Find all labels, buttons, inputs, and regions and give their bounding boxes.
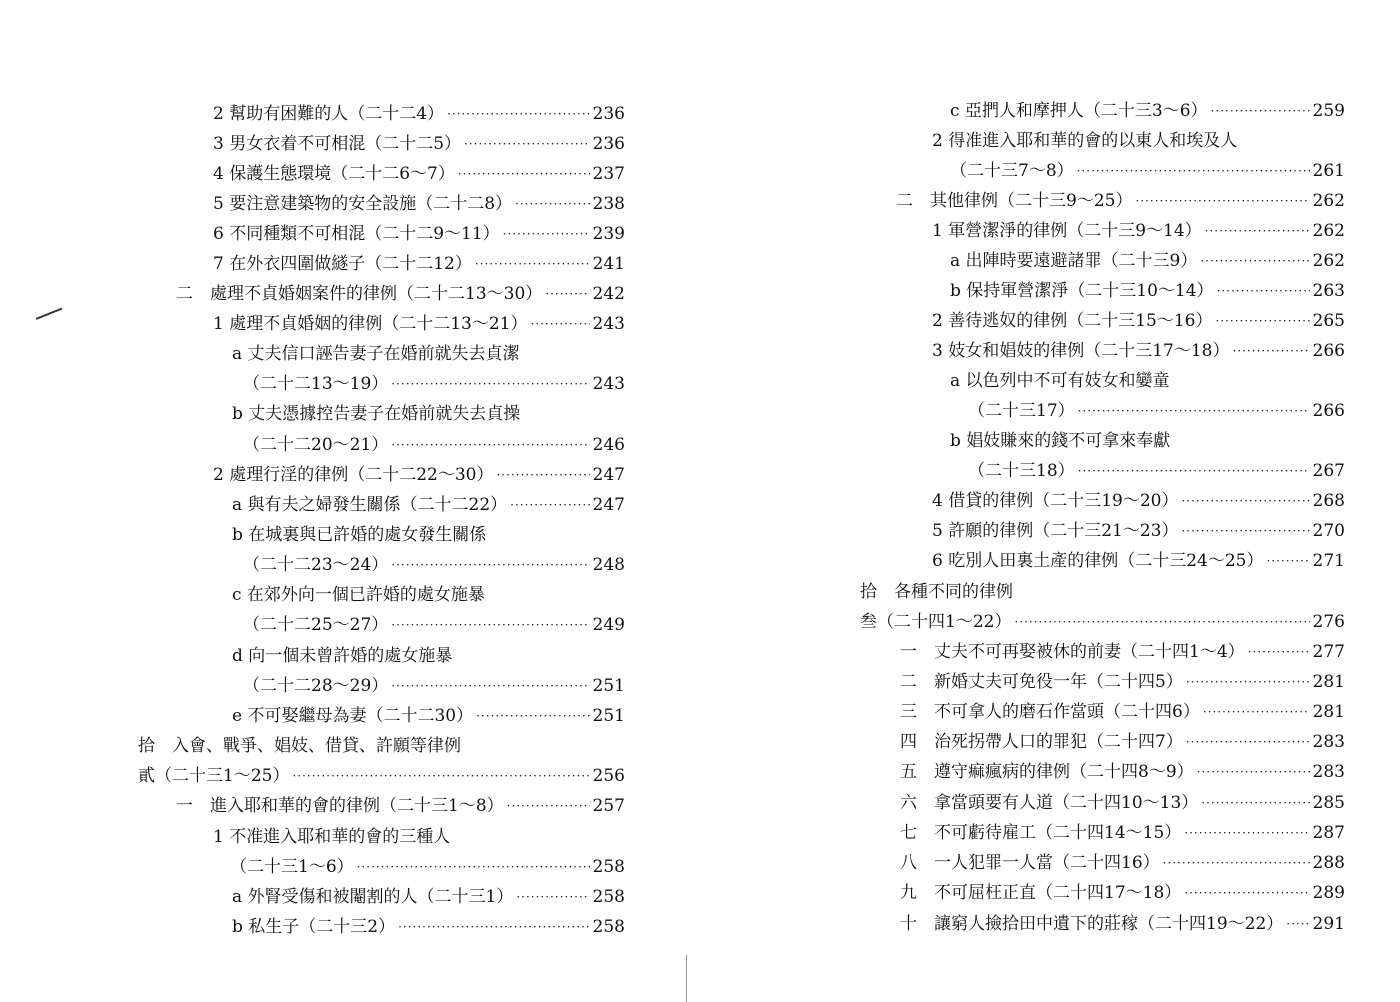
toc-entry-title: 十 讓窮人撿拾田中遺下的莊稼（二十四19～22） [900, 914, 1284, 934]
toc-entry-page-number: 281 [1312, 702, 1345, 722]
toc-entry [213, 220, 625, 248]
toc-entry-page-number: 283 [1312, 762, 1345, 782]
toc-entry-title: 5 要注意建築物的安全設施（二十二8） [213, 194, 513, 214]
toc-entry [138, 732, 461, 760]
toc-entry-title: b 娼妓賺來的錢不可拿來奉獻 [950, 431, 1171, 451]
dot-leader [1186, 728, 1310, 756]
toc-entry-title: （二十三17） [968, 401, 1075, 421]
toc-entry [932, 517, 1345, 545]
toc-entry-title: 三 不可拿人的磨石作當頭（二十四6） [900, 702, 1200, 722]
toc-entry [900, 879, 1345, 907]
toc-entry [900, 728, 1345, 756]
toc-entry-page-number: 241 [592, 254, 625, 274]
dot-leader [398, 913, 589, 941]
toc-entry [932, 337, 1345, 365]
toc-entry-page-number: 236 [592, 134, 625, 154]
toc-entry [213, 130, 625, 158]
dot-leader [1211, 97, 1310, 125]
toc-entry-title: b 私生子（二十三2） [232, 917, 396, 937]
dot-leader [1181, 487, 1309, 515]
toc-entry [950, 277, 1345, 305]
toc-entry [900, 638, 1345, 666]
toc-entry-page-number: 247 [592, 495, 625, 515]
toc-entry-title: 2 處理行淫的律例（二十二22～30） [213, 465, 494, 485]
toc-entry [932, 487, 1345, 515]
dot-leader [515, 190, 590, 218]
dot-leader [357, 853, 590, 881]
toc-entry-title: 叁（二十四1～22） [860, 612, 1012, 632]
toc-entry-page-number: 238 [592, 194, 625, 214]
toc-entry [932, 127, 1237, 155]
toc-entry-page-number: 236 [592, 104, 625, 124]
toc-entry [232, 340, 520, 368]
toc-entry-page-number: 288 [1312, 853, 1345, 873]
toc-entry-page-number: 251 [592, 676, 625, 696]
toc-entry-title: d 向一個未曾許婚的處女施暴 [232, 646, 453, 666]
dot-leader [1163, 849, 1310, 877]
toc-entry [232, 491, 625, 519]
toc-entry [900, 758, 1345, 786]
toc-entry-page-number: 263 [1312, 281, 1345, 301]
dot-leader [1186, 668, 1310, 696]
toc-entry-page-number: 281 [1312, 672, 1345, 692]
dot-leader [1184, 819, 1309, 847]
toc-entry-title: （二十二20～21） [243, 435, 389, 455]
toc-entry-title: （二十二28～29） [243, 676, 389, 696]
toc-entry-title: 五 遵守痲瘋病的律例（二十四8～9） [900, 762, 1194, 782]
toc-entry [950, 427, 1170, 455]
toc-entry-page-number: 258 [592, 887, 625, 907]
dot-leader [1205, 217, 1310, 245]
dot-leader [503, 220, 590, 248]
toc-entry-title: b 在城裏與已許婚的處女發生關係 [232, 525, 487, 545]
toc-entry [230, 853, 625, 881]
toc-entry-title: 拾 各種不同的律例 [860, 582, 1013, 602]
toc-entry [900, 789, 1345, 817]
toc-entry [176, 792, 625, 820]
dot-leader [1135, 187, 1309, 215]
toc-entry-title: 3 妓女和娼妓的律例（二十三17～18） [932, 341, 1230, 361]
toc-entry-page-number: 243 [592, 374, 625, 394]
toc-entry [213, 190, 625, 218]
dot-leader [1201, 789, 1309, 817]
toc-entry [213, 823, 450, 851]
toc-entry [213, 100, 625, 128]
toc-entry [900, 698, 1345, 726]
dot-leader [507, 792, 590, 820]
toc-entry [968, 457, 1345, 485]
toc-left-page [0, 0, 690, 1002]
dot-leader [530, 310, 589, 338]
toc-entry-title: 6 不同種類不可相混（二十二9～11） [213, 224, 500, 244]
dot-leader [391, 431, 589, 459]
toc-entry [860, 578, 1013, 606]
dot-leader [476, 702, 589, 730]
toc-entry-title: 1 處理不貞婚姻的律例（二十二13～21） [213, 314, 528, 334]
toc-entry-page-number: 237 [592, 164, 625, 184]
dot-leader [1286, 910, 1309, 938]
toc-entry-title: 5 許願的律例（二十三21～23） [932, 521, 1179, 541]
dot-leader [1184, 879, 1309, 907]
toc-entry [213, 160, 625, 188]
toc-entry-title: （二十二23～24） [243, 555, 389, 575]
toc-entry-title: c 在郊外向一個已許婚的處女施暴 [232, 585, 485, 605]
toc-entry-title: 四 治死拐帶人口的罪犯（二十四7） [900, 732, 1183, 752]
toc-entry-page-number: 246 [592, 435, 625, 455]
dot-leader [1232, 337, 1309, 365]
toc-entry [243, 431, 625, 459]
dot-leader [292, 762, 589, 790]
toc-entry [232, 521, 486, 549]
toc-entry [900, 668, 1345, 696]
toc-entry-title: 7 在外衣四圍做繸子（二十二12） [213, 254, 472, 274]
toc-entry-title: 6 吃別人田裏土產的律例（二十三24～25） [932, 551, 1264, 571]
toc-entry [176, 280, 625, 308]
toc-entry-title: （二十二13～19） [243, 374, 389, 394]
toc-entry-title: a 出陣時要遠避諸罪（二十三9） [950, 251, 1198, 271]
toc-entry-title: 七 不可虧待雇工（二十四14～15） [900, 823, 1182, 843]
toc-entry-title: 貳（二十三1～25） [138, 766, 290, 786]
toc-entry-page-number: 243 [592, 314, 625, 334]
toc-entry-page-number: 242 [592, 284, 625, 304]
toc-entry-title: （二十三1～6） [230, 857, 354, 877]
toc-entry [860, 608, 1345, 636]
toc-entry [232, 642, 452, 670]
toc-entry-title: 一 進入耶和華的會的律例（二十三1～8） [176, 796, 504, 816]
toc-entry [968, 397, 1345, 425]
dot-leader [1078, 397, 1310, 425]
dot-leader [447, 100, 590, 128]
toc-entry [932, 307, 1345, 335]
toc-entry-page-number: 287 [1312, 823, 1345, 843]
toc-entry-title: b 保持軍營潔淨（二十三10～14） [950, 281, 1214, 301]
toc-entry-title: 拾 入會、戰爭、娼妓、借貸、許願等律例 [138, 736, 461, 756]
toc-entry-title: （二十三7～8） [950, 161, 1074, 181]
toc-entry-title: 九 不可屈枉正直（二十四17～18） [900, 883, 1182, 903]
toc-entry [232, 913, 625, 941]
dot-leader [516, 883, 589, 911]
toc-entry-title: （二十二25～27） [243, 615, 389, 635]
toc-entry-title: 二 其他律例（二十三9～25） [896, 191, 1133, 211]
dot-leader [1217, 277, 1310, 305]
dot-leader [464, 130, 590, 158]
dot-leader [1078, 457, 1310, 485]
toc-entry-page-number: 249 [592, 615, 625, 635]
toc-entry-page-number: 266 [1312, 341, 1345, 361]
toc-entry-title: 一 丈夫不可再娶被休的前妻（二十四1～4） [900, 642, 1245, 662]
toc-entry-page-number: 247 [592, 465, 625, 485]
toc-entry-title: 3 男女衣着不可相混（二十二5） [213, 134, 462, 154]
toc-entry-page-number: 271 [1312, 551, 1345, 571]
toc-entry-page-number: 262 [1312, 191, 1345, 211]
toc-entry [138, 762, 625, 790]
toc-entry [232, 883, 625, 911]
toc-entry-title: 2 得准進入耶和華的會的以東人和埃及人 [932, 131, 1238, 151]
dot-leader [1077, 157, 1310, 185]
toc-entry-page-number: 258 [592, 857, 625, 877]
toc-entry-title: e 不可娶繼母為妻（二十二30） [232, 706, 474, 726]
toc-entry-page-number: 285 [1312, 793, 1345, 813]
dot-leader [1266, 547, 1309, 575]
dot-leader [1197, 758, 1310, 786]
dot-leader [510, 491, 589, 519]
toc-entry [213, 461, 625, 489]
toc-entry [950, 157, 1345, 185]
dot-leader [475, 250, 590, 278]
toc-entry-page-number: 289 [1312, 883, 1345, 903]
toc-entry [950, 247, 1345, 275]
toc-entry-page-number: 248 [592, 555, 625, 575]
toc-entry-title: 1 軍營潔淨的律例（二十三9～14） [932, 221, 1202, 241]
toc-entry-title: 2 善待逃奴的律例（二十三15～16） [932, 311, 1213, 331]
dot-leader [1215, 307, 1309, 335]
toc-entry-title: 二 新婚丈夫可免役一年（二十四5） [900, 672, 1183, 692]
toc-entry-page-number: 262 [1312, 251, 1345, 271]
toc-entry-page-number: 262 [1312, 221, 1345, 241]
dot-leader [1200, 247, 1309, 275]
toc-entry-title: a 外腎受傷和被閹割的人（二十三1） [232, 887, 514, 907]
toc-entry-title: a 與有夫之婦發生關係（二十二22） [232, 495, 508, 515]
toc-entry [932, 547, 1345, 575]
toc-entry-title: c 亞捫人和摩押人（二十三3～6） [950, 101, 1208, 121]
toc-entry-page-number: 267 [1312, 461, 1345, 481]
toc-entry-title: 二 處理不貞婚姻案件的律例（二十二13～30） [176, 284, 543, 304]
toc-entry [243, 370, 625, 398]
toc-entry-page-number: 239 [592, 224, 625, 244]
book-gutter [686, 955, 687, 1002]
toc-entry-page-number: 276 [1312, 612, 1345, 632]
toc-entry-page-number: 283 [1312, 732, 1345, 752]
dot-leader [391, 370, 589, 398]
toc-entry-page-number: 261 [1312, 161, 1345, 181]
dot-leader [391, 551, 589, 579]
toc-entry [243, 672, 625, 700]
toc-entry-page-number: 258 [592, 917, 625, 937]
toc-entry-title: 4 借貸的律例（二十三19～20） [932, 491, 1179, 511]
toc-entry-title: b 丈夫憑據控告妻子在婚前就失去貞操 [232, 404, 521, 424]
toc-entry-page-number: 266 [1312, 401, 1345, 421]
toc-entry-title: a 丈夫信口誣告妻子在婚前就失去貞潔 [232, 344, 520, 364]
toc-entry [213, 310, 625, 338]
toc-entry-page-number: 251 [592, 706, 625, 726]
dot-leader [1248, 638, 1310, 666]
toc-entry-page-number: 270 [1312, 521, 1345, 541]
dot-leader [1203, 698, 1310, 726]
toc-entry [950, 97, 1345, 125]
toc-entry [950, 367, 1170, 395]
dot-leader [391, 672, 589, 700]
toc-entry-title: （二十三18） [968, 461, 1075, 481]
toc-entry-page-number: 268 [1312, 491, 1345, 511]
dot-leader [545, 280, 589, 308]
toc-entry-title: 六 拿當頭要有人道（二十四10～13） [900, 793, 1199, 813]
toc-entry [900, 910, 1345, 938]
toc-entry [232, 400, 520, 428]
toc-entry [900, 819, 1345, 847]
toc-entry [243, 611, 625, 639]
toc-entry-title: 八 一人犯罪一人當（二十四16） [900, 853, 1160, 873]
toc-entry [900, 849, 1345, 877]
toc-entry [213, 250, 625, 278]
toc-entry-title: 1 不准進入耶和華的會的三種人 [213, 827, 451, 847]
toc-entry-title: 2 幫助有困難的人（二十二4） [213, 104, 445, 124]
toc-entry-page-number: 257 [592, 796, 625, 816]
toc-entry-page-number: 256 [592, 766, 625, 786]
toc-entry-page-number: 265 [1312, 311, 1345, 331]
dot-leader [391, 611, 589, 639]
toc-entry [232, 702, 625, 730]
toc-entry-page-number: 291 [1312, 914, 1345, 934]
toc-entry-page-number: 259 [1312, 101, 1345, 121]
toc-right-page [700, 0, 1400, 1002]
toc-entry [232, 581, 485, 609]
dot-leader [496, 461, 589, 489]
dot-leader [1014, 608, 1309, 636]
toc-entry [243, 551, 625, 579]
toc-entry-title: 4 保護生態環境（二十二6～7） [213, 164, 455, 184]
dot-leader [1181, 517, 1309, 545]
toc-entry [932, 217, 1345, 245]
toc-entry [896, 187, 1345, 215]
dot-leader [458, 160, 590, 188]
toc-entry-title: a 以色列中不可有妓女和孌童 [950, 371, 1170, 391]
toc-entry-page-number: 277 [1312, 642, 1345, 662]
